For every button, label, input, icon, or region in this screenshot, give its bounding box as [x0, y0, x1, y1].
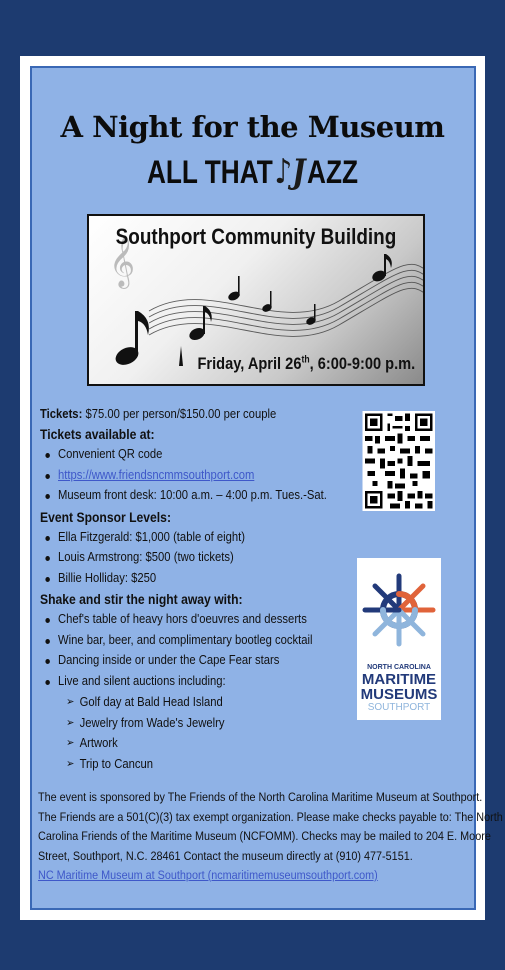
sponsor-levels-list	[40, 528, 350, 589]
logo-line-1: NORTH CAROLINA	[367, 664, 431, 671]
sponsor-footer	[38, 788, 503, 886]
venue-name: Southport Community Building	[115, 224, 397, 249]
ticket-outlets-list	[40, 445, 350, 506]
logo-line-3: MUSEUMS	[360, 686, 438, 703]
svg-text:𝄞: 𝄞	[109, 236, 136, 287]
ticket-price-line: Tickets: $75.00 per person/$150.00 per couple	[40, 407, 277, 421]
saxophone-icon: ♪J	[274, 152, 306, 192]
logo-line-4: SOUTHPORT	[367, 702, 431, 713]
list-item: Wine bar, beer, and complimentary bootleg cocktail	[40, 631, 319, 651]
footer-line: The Friends are a 501(C)(3) tax exempt organization. Please make checks payable to: The North	[38, 809, 503, 824]
auction-item: ➢ Golf day at Bald Head Island	[40, 692, 319, 713]
list-item	[40, 466, 319, 486]
event-title: A Night for the Museum	[60, 110, 445, 144]
hero-image	[87, 214, 425, 386]
list-item: Chef's table of heavy hors d'oeuvres and desserts	[40, 610, 319, 630]
list-item: Louis Armstrong: $500 (two tickets)	[40, 548, 319, 568]
list-item: Convenient QR code	[40, 445, 319, 465]
sponsor-levels-heading: Event Sponsor Levels:	[40, 509, 171, 525]
list-item: Ella Fitzgerald: $1,000 (table of eight)	[40, 528, 319, 548]
auction-item: ➢ Jewelry from Wade's Jewelry	[40, 713, 319, 734]
museum-website-link[interactable]: NC Maritime Museum at Southport (ncmaritimemuseumsouthport.com)	[38, 868, 378, 882]
event-subtitle	[45, 152, 459, 192]
list-item: Live and silent auctions including:	[40, 672, 319, 692]
footer-line: Carolina Friends of the Maritime Museum (NCFOMM). Checks may be mailed to 204 E. Moore	[38, 829, 491, 843]
list-item: Museum front desk: 10:00 a.m. – 4:00 p.m. Tues.-Sat.	[40, 486, 319, 506]
tickets-website-link[interactable]: https://www.friendsncmmsouthport.com	[58, 467, 255, 482]
activities-list	[40, 610, 350, 691]
auction-item: ➢ Trip to Cancun	[40, 754, 319, 775]
subtitle-part-2: AZZ	[307, 154, 359, 190]
footer-line: The event is sponsored by The Friends of the North Carolina Maritime Museum at Southport.	[38, 790, 483, 804]
activities-heading: Shake and stir the night away with:	[40, 592, 243, 607]
auction-item: ➢ Artwork	[40, 733, 319, 754]
ship-wheel-icon	[357, 558, 441, 658]
maritime-museums-logo	[357, 558, 441, 720]
list-item: Dancing inside or under the Cape Fear stars	[40, 651, 319, 671]
footer-line: Street, Southport, N.C. 28461 Contact the museum directly at (910) 477-5151.	[38, 848, 413, 863]
tickets-qr-code[interactable]	[362, 411, 435, 511]
logo-line-2: MARITIME	[361, 671, 437, 688]
auction-items-list	[40, 692, 350, 774]
event-details	[40, 405, 350, 774]
event-date: Friday, April 26th, 6:00-9:00 p.m.	[197, 354, 415, 373]
list-item: Billie Holliday: $250	[40, 569, 319, 589]
tickets-available-heading: Tickets available at:	[40, 427, 155, 442]
subtitle-part-1: ALL THAT	[146, 154, 273, 190]
